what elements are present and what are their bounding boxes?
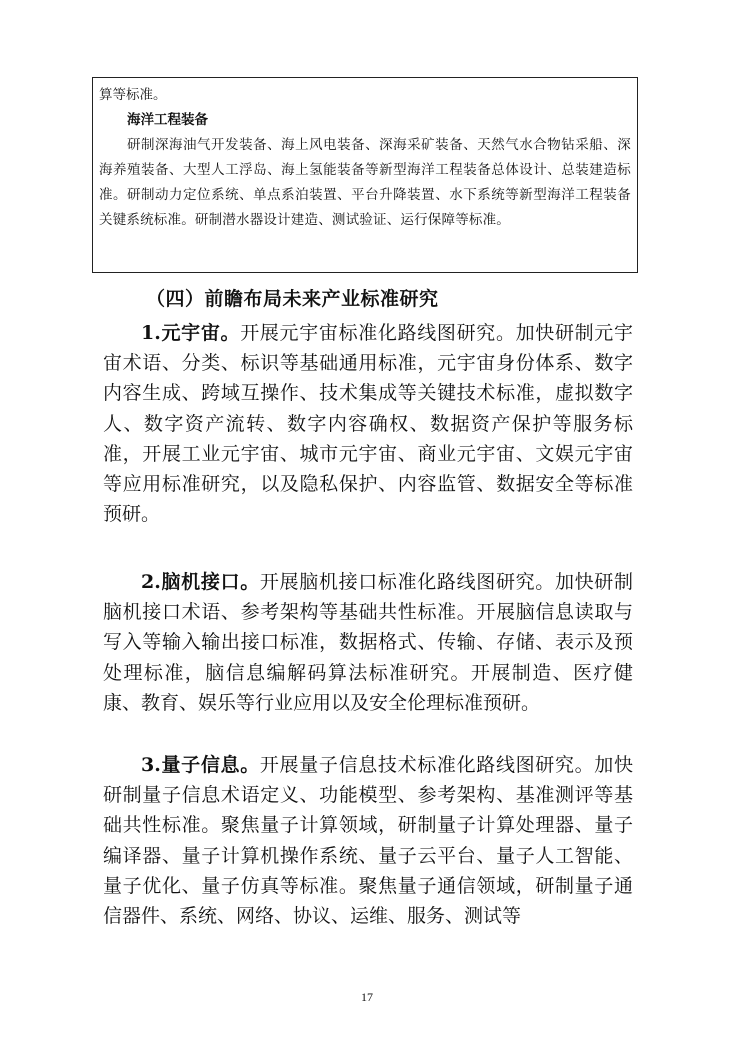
paragraph-metaverse [103, 318, 633, 529]
paragraph-brain-computer-interface [103, 567, 633, 718]
box-continuation-text: 算等标准。 [99, 87, 167, 103]
paragraph-quantum-information [103, 750, 633, 931]
paragraph-lead: 2.脑机接口。 [141, 571, 260, 593]
paragraph-body: 开展脑机接口标准化路线图研究。加快研制脑机接口术语、参考架构等基础共性标准。开展脑信息读取与写入等输入输出接口标准，数据格式、传输、存储、表示及预处理标准，脑信息编解码算法标准研究。开展制造、医疗健康、教育、娱乐等行业应用以及安全伦理标准预研。 [103, 571, 633, 714]
paragraph-body: 开展量子信息技术标准化路线图研究。加快研制量子信息术语定义、功能模型、参考架构、基准测评等基础共性标准。聚焦量子计算领域，研制量子计算处理器、量子编译器、量子计算机操作系统、量子云平台、量子人工智能、量子优化、量子仿真等标准。聚焦量子通信领域，研制量子通信器件、系统、网络、协议、运维、服务、测试等 [103, 754, 633, 928]
boxed-standards-panel [92, 77, 638, 273]
page-number: 17 [361, 990, 373, 1004]
box-paragraph: 研制深海油气开发装备、海上风电装备、深海采矿装备、天然气水合物钻采船、深海养殖装备、大型人工浮岛、海上氢能装备等新型海洋工程装备总体设计、总装建造标准。研制动力定位系统、单点系泊装置、平台升降装置、水下系统等新型海洋工程装备关键系统标准。研制潜水器设计建造、测试验证、运行保障等标准。 [99, 137, 631, 228]
paragraph-lead: 1.元宇宙。 [141, 322, 241, 344]
paragraph-lead: 3.量子信息。 [141, 754, 260, 776]
box-subheading: 海洋工程装备 [127, 112, 208, 128]
paragraph-body: 开展元宇宙标准化路线图研究。加快研制元宇宙术语、分类、标识等基础通用标准，元宇宙身份体系、数字内容生成、跨域互操作、技术集成等关键技术标准，虚拟数字人、数字资产流转、数字内容确权、数据资产保护等服务标准，开展工业元宇宙、城市元宇宙、商业元宇宙、文娱元宇宙等应用标准研究，以及隐私保护、内容监管、数据安全等标准预研。 [103, 322, 633, 526]
section-heading: （四）前瞻布局未来产业标准研究 [146, 288, 439, 310]
